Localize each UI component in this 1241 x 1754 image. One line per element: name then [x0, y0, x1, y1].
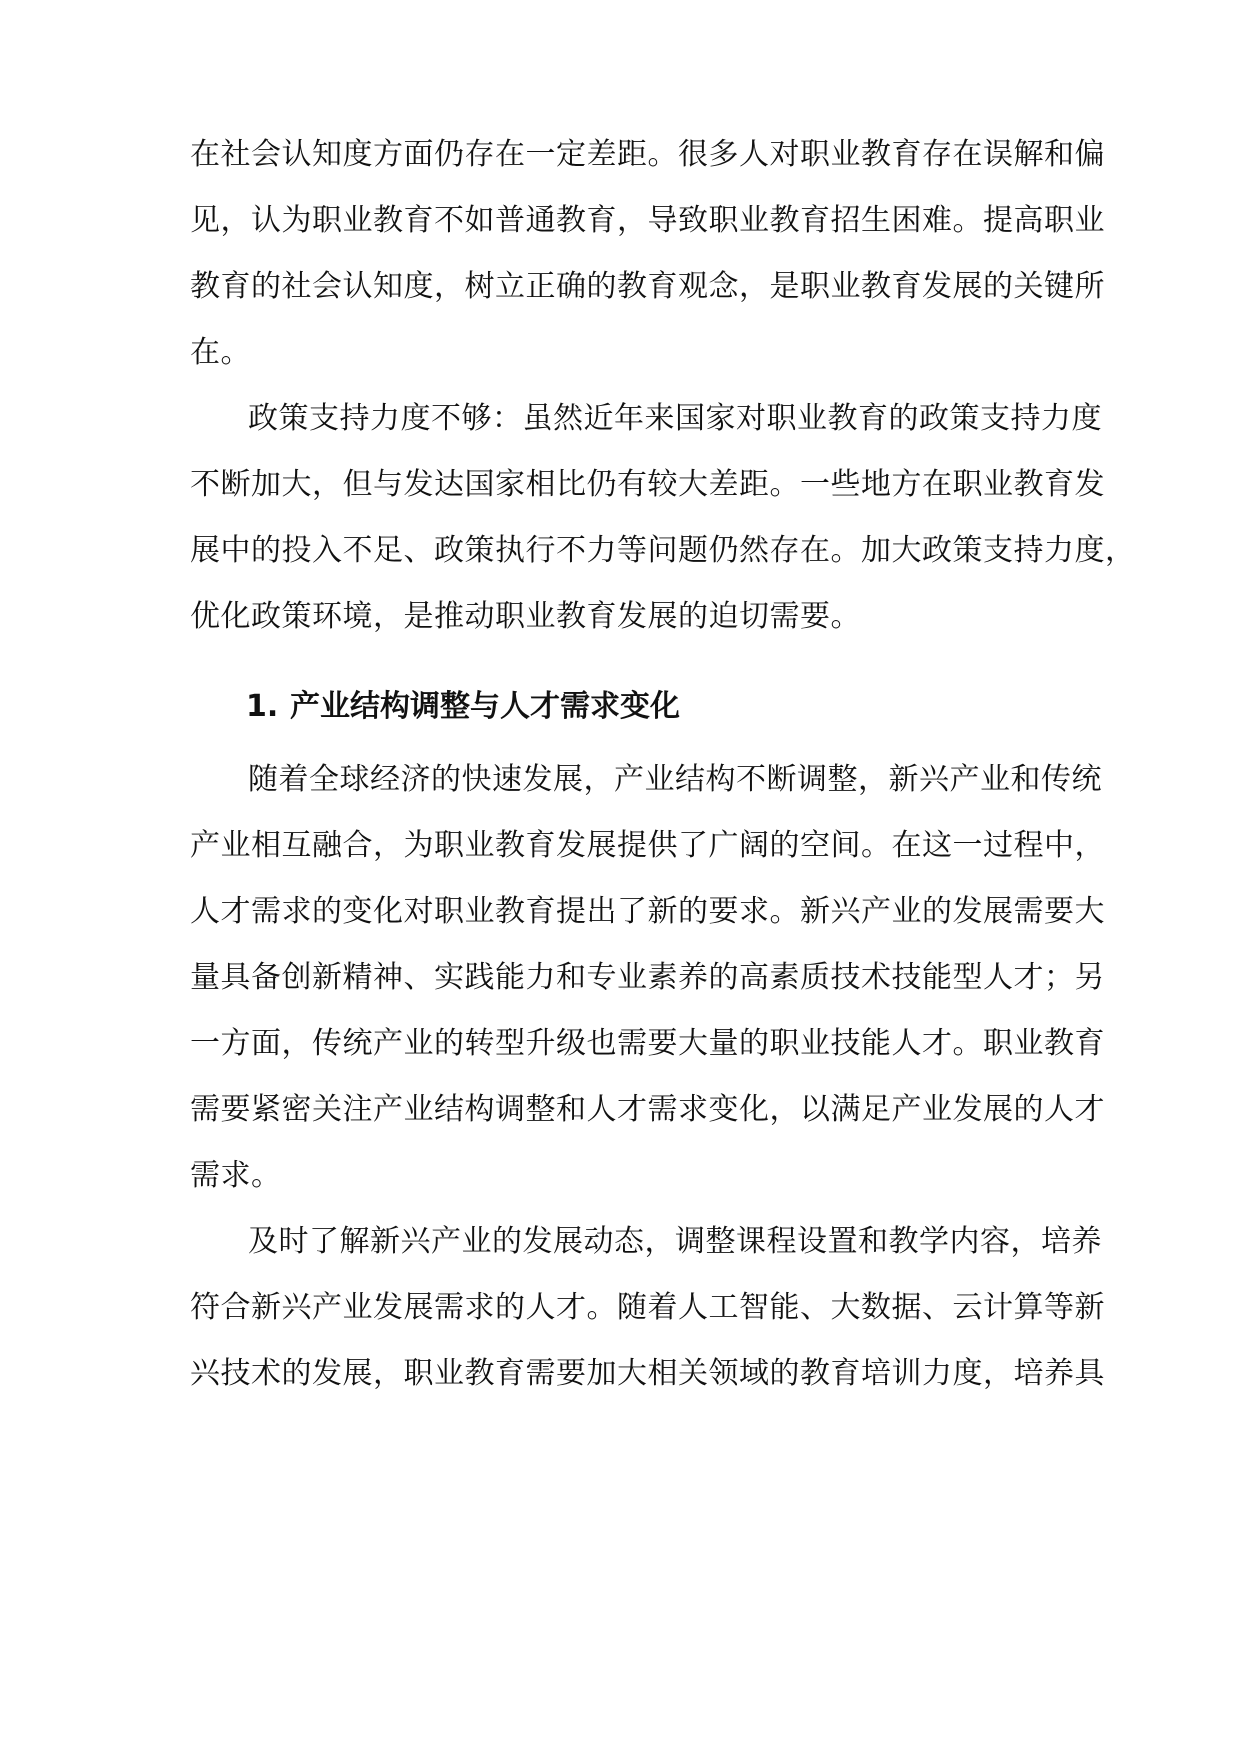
- paragraph-4-line-2: 符合新兴产业发展需求的人才。随着人工智能、大数据、云计算等新: [190, 1290, 1105, 1325]
- section-heading: [246, 687, 680, 727]
- paragraph-1-line-1: 在社会认知度方面仍存在一定差距。很多人对职业教育存在误解和偏: [190, 137, 1105, 172]
- paragraph-1-line-4: 在。: [190, 335, 251, 370]
- paragraph-3-line-7: 需求。: [190, 1158, 282, 1193]
- paragraph-3-line-4: 量具备创新精神、实践能力和专业素养的高素质技术技能型人才；另: [190, 960, 1105, 995]
- section-heading-number: 1.: [246, 689, 279, 724]
- paragraph-3-line-5: 一方面，传统产业的转型升级也需要大量的职业技能人才。职业教育: [190, 1026, 1105, 1061]
- paragraph-1-line-2: 见，认为职业教育不如普通教育，导致职业教育招生困难。提高职业: [190, 203, 1105, 238]
- paragraph-3-line-3: 人才需求的变化对职业教育提出了新的要求。新兴产业的发展需要大: [190, 894, 1105, 929]
- paragraph-3-line-6: 需要紧密关注产业结构调整和人才需求变化，以满足产业发展的人才: [190, 1092, 1105, 1127]
- paragraph-2-line-2: 不断加大，但与发达国家相比仍有较大差距。一些地方在职业教育发: [190, 467, 1105, 502]
- paragraph-3-line-1: 随着全球经济的快速发展，产业结构不断调整，新兴产业和传统: [248, 762, 1102, 797]
- paragraph-4-line-3: 兴技术的发展，职业教育需要加大相关领域的教育培训力度，培养具: [190, 1356, 1105, 1391]
- paragraph-3-line-2: 产业相互融合，为职业教育发展提供了广阔的空间。在这一过程中，: [190, 828, 1105, 863]
- paragraph-4-line-1: 及时了解新兴产业的发展动态，调整课程设置和教学内容，培养: [248, 1224, 1102, 1259]
- paragraph-2-line-3: 展中的投入不足、政策执行不力等问题仍然存在。加大政策支持力度，: [190, 533, 1136, 568]
- paragraph-1-line-3: 教育的社会认知度，树立正确的教育观念，是职业教育发展的关键所: [190, 269, 1105, 304]
- section-heading-title: 产业结构调整与人才需求变化: [290, 689, 680, 724]
- paragraph-2-line-1: 政策支持力度不够：虽然近年来国家对职业教育的政策支持力度: [248, 401, 1102, 436]
- paragraph-2-line-4: 优化政策环境，是推动职业教育发展的迫切需要。: [190, 599, 861, 634]
